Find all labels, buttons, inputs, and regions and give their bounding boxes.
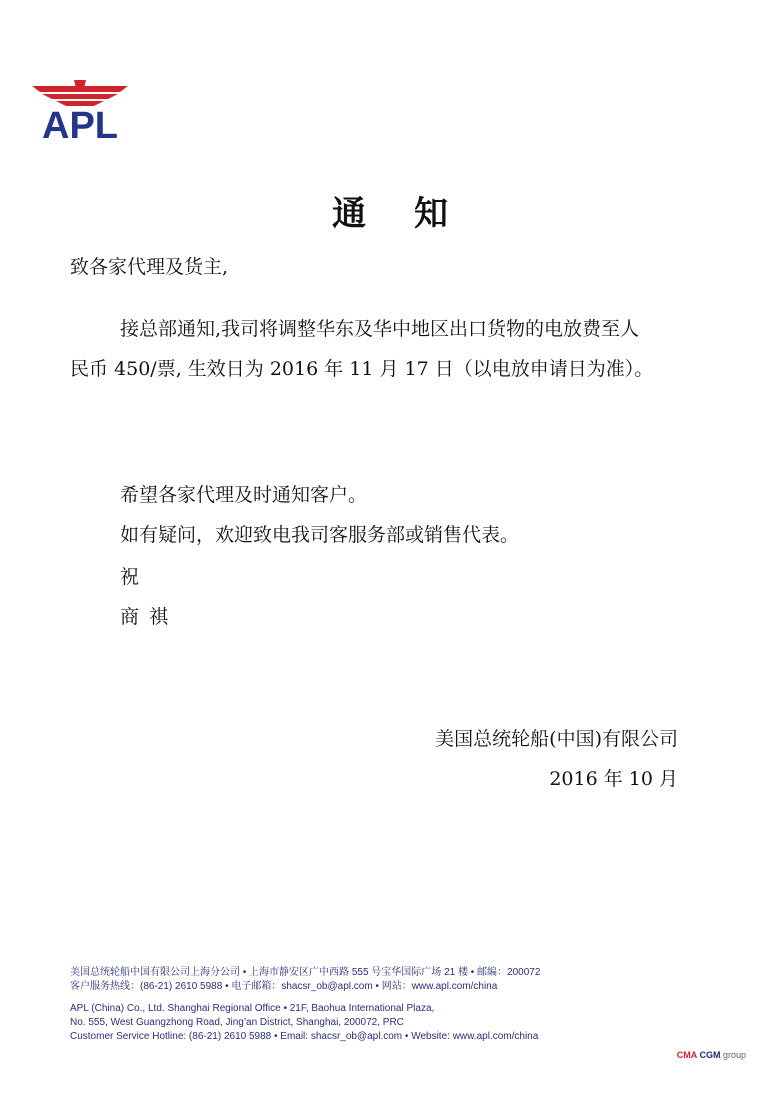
signature-date: 2016 年 10 月 bbox=[549, 768, 678, 790]
signature-company: 美国总统轮船(中国)有限公司 bbox=[435, 728, 678, 750]
eagle-logo-icon bbox=[30, 80, 130, 144]
cgm-text: CGM bbox=[699, 1050, 721, 1060]
closing-zhu: 祝 bbox=[120, 566, 140, 588]
footer-en-line-3: Customer Service Hotline: (86-21) 2610 5988 • Email: shacsr_ob@apl.com • Website: www.apl.com/china bbox=[70, 1031, 539, 1042]
cma-cgm-group-mark bbox=[677, 1050, 746, 1060]
group-text: group bbox=[722, 1050, 746, 1060]
footer bbox=[70, 966, 540, 1044]
contact-line: 如有疑问，欢迎致电我司客服务部或销售代表。 bbox=[120, 524, 520, 546]
cma-text: CMA bbox=[676, 1050, 697, 1060]
closing-shangqi: 商祺 bbox=[120, 606, 179, 628]
hope-line: 希望各家代理及时通知客户。 bbox=[120, 484, 368, 506]
footer-en-line-1: APL (China) Co., Ltd. Shanghai Regional Office • 21F, Baohua International Plaza, bbox=[70, 1003, 435, 1014]
apl-logo bbox=[30, 80, 130, 144]
greeting: 致各家代理及货主, bbox=[70, 256, 229, 278]
footer-cn-line-1: 美国总统轮船中国有限公司上海分公司 • 上海市静安区广中西路 555 号宝华国际广场 21 楼 • 邮编：200072 bbox=[70, 967, 541, 978]
footer-cn-line-2: 客户服务热线：(86-21) 2610 5988 • 电子邮箱：shacsr_ob@apl.com • 网站：www.apl.com/china bbox=[70, 981, 498, 992]
paragraph-line-2: 民币 450/票, 生效日为 2016 年 11 月 17 日（以电放申请日为准）。 bbox=[70, 358, 654, 380]
page-title: 通知 bbox=[332, 194, 496, 234]
paragraph-line-1: 接总部通知,我司将调整华东及华中地区出口货物的电放费至人 bbox=[120, 318, 640, 340]
footer-en-line-2: No. 555, West Guangzhong Road, Jing’an District, Shanghai, 200072, PRC bbox=[70, 1017, 404, 1028]
logo-text: APL bbox=[42, 105, 118, 144]
